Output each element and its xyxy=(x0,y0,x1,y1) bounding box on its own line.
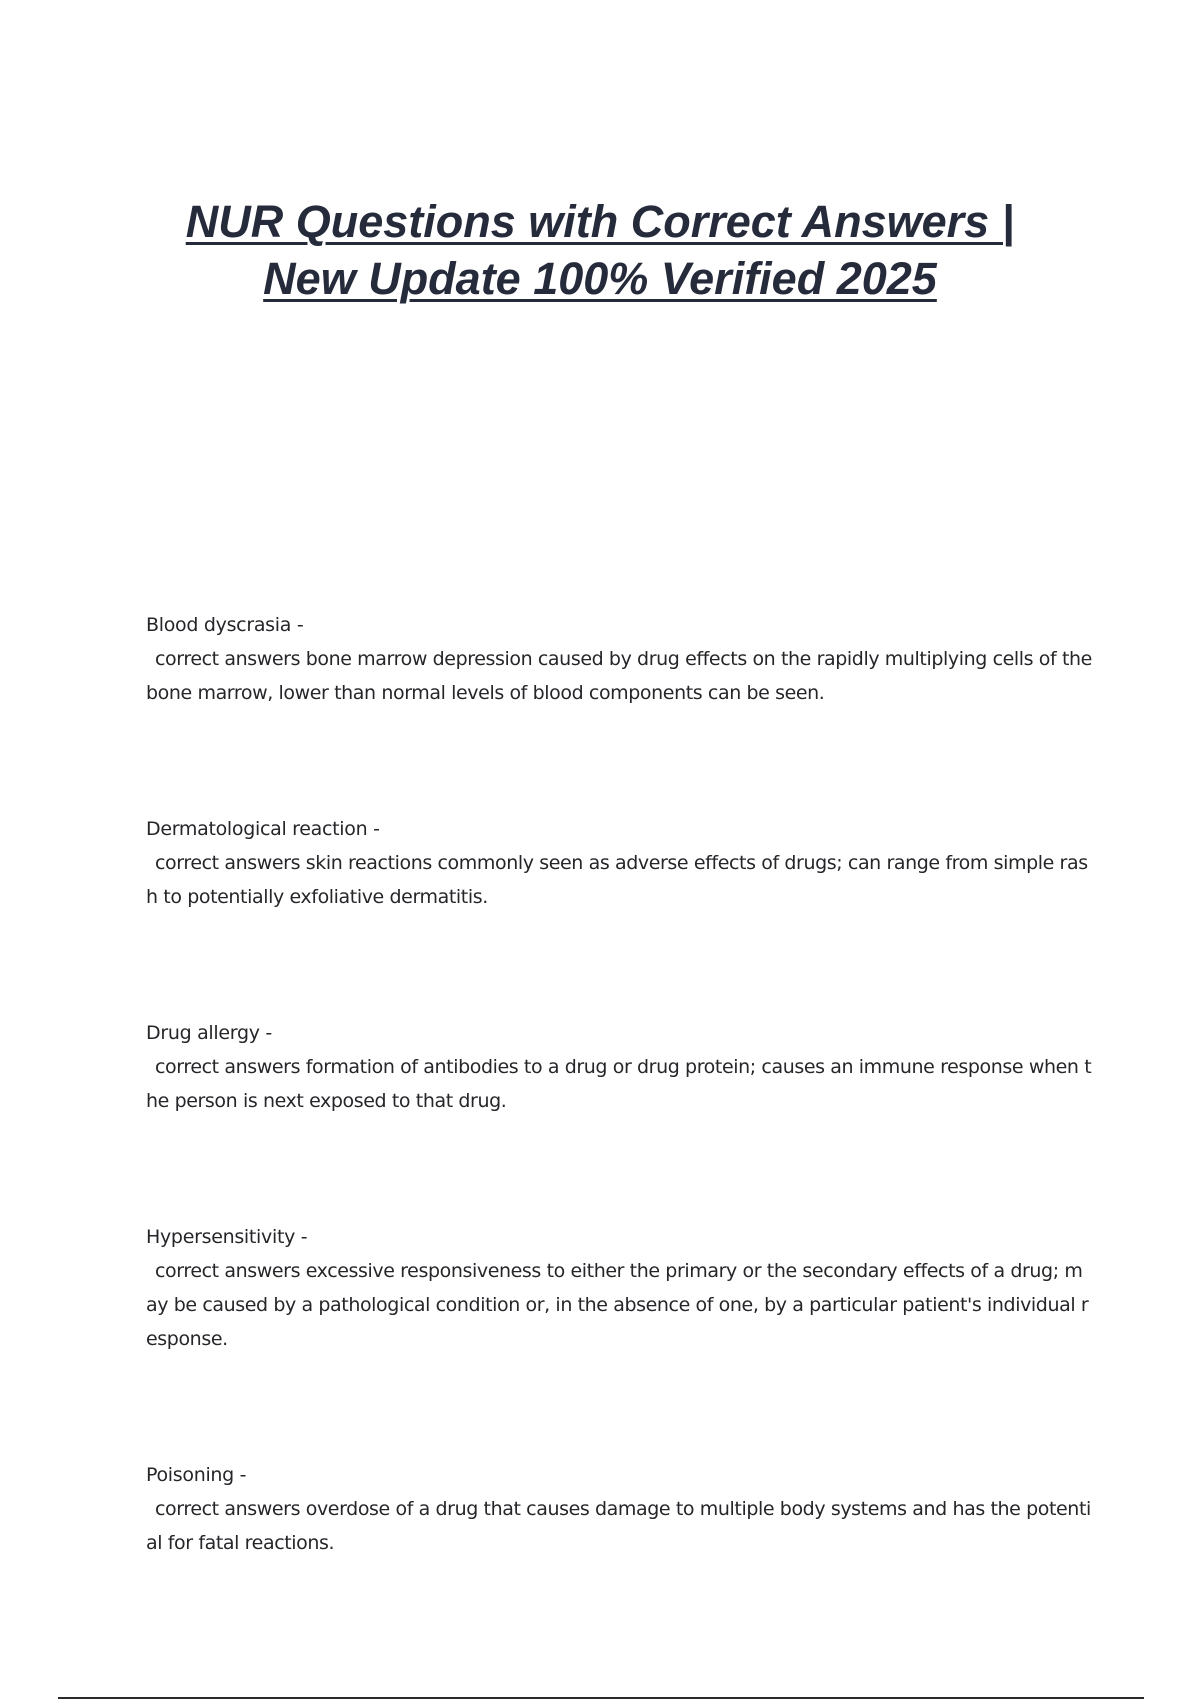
glossary-entry xyxy=(146,1016,1092,1118)
entry-definition: correct answers overdose of a drug that causes damage to multiple body systems and has the potential for fatal reactions. xyxy=(146,1498,1091,1554)
glossary-entry xyxy=(146,812,1092,914)
entry-definition: correct answers excessive responsiveness to either the primary or the secondary effects of a drug; may be caused by a pathological condition or, in the absence of one, by a particular patient's individual response. xyxy=(146,1260,1089,1350)
glossary-entries xyxy=(146,608,1092,1560)
entry-term: Blood dyscrasia - xyxy=(146,614,304,636)
entry-term: Drug allergy - xyxy=(146,1022,272,1044)
entry-definition: correct answers skin reactions commonly seen as adverse effects of drugs; can range from simple rash to potentially exfoliative dermatitis. xyxy=(146,852,1088,908)
title-line-2: New Update 100% Verified 2025 xyxy=(263,253,937,304)
entry-term: Hypersensitivity - xyxy=(146,1226,308,1248)
title-line-1: NUR Questions with Correct Answers | xyxy=(185,196,1015,247)
document-title xyxy=(100,193,1100,307)
footer-divider xyxy=(58,1697,1144,1699)
glossary-entry xyxy=(146,1220,1092,1356)
entry-definition: correct answers bone marrow depression caused by drug effects on the rapidly multiplying cells of the bone marrow, lower than normal levels of blood components can be seen. xyxy=(146,648,1092,704)
glossary-entry xyxy=(146,1458,1092,1560)
entry-term: Poisoning - xyxy=(146,1464,247,1486)
entry-term: Dermatological reaction - xyxy=(146,818,380,840)
glossary-entry xyxy=(146,608,1092,710)
entry-definition: correct answers formation of antibodies to a drug or drug protein; causes an immune response when the person is next exposed to that drug. xyxy=(146,1056,1092,1112)
